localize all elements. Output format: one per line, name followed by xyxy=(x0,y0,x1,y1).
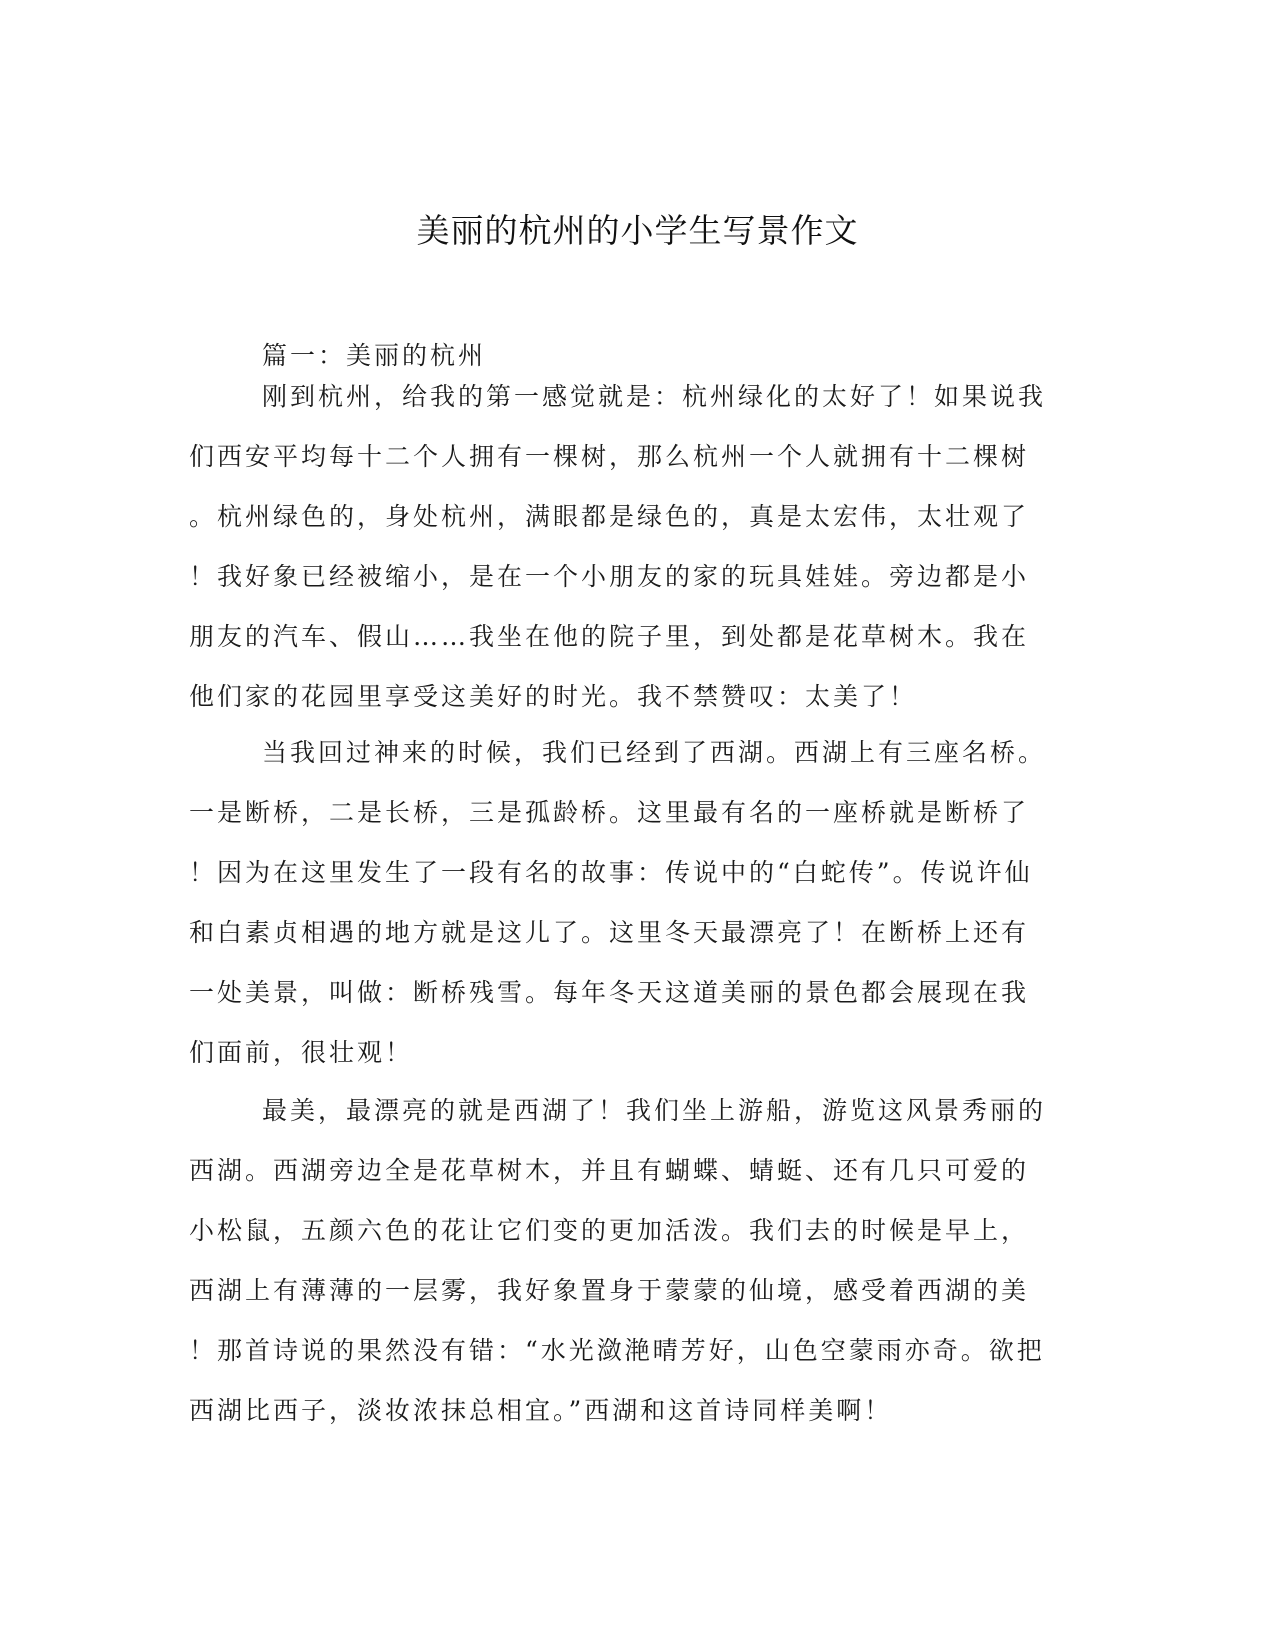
paragraph-line: ！我好象已经被缩小，是在一个小朋友的家的玩具娃娃。旁边都是小 xyxy=(189,562,1030,591)
paragraph-line: 他们家的花园里享受这美好的时光。我不禁赞叹：太美了！ xyxy=(189,682,918,711)
paragraph-line: ！那首诗说的果然没有错：“水光潋滟晴芳好，山色空蒙雨亦奇。欲把 xyxy=(189,1336,1045,1365)
document-title: 美丽的杭州的小学生写景作文 xyxy=(416,211,859,250)
paragraph-line: 当我回过神来的时候，我们已经到了西湖。西湖上有三座名桥。 xyxy=(262,738,1047,767)
paragraph-line: 朋友的汽车、假山……我坐在他的院子里，到处都是花草树木。我在 xyxy=(189,622,1030,651)
paragraph-line: 西湖上有薄薄的一层雾，我好象置身于蒙蒙的仙境，感受着西湖的美 xyxy=(189,1276,1030,1305)
paragraph-line: ！因为在这里发生了一段有名的故事：传说中的“白蛇传”。传说许仙 xyxy=(189,858,1033,887)
paragraph-line: 西湖。西湖旁边全是花草树木，并且有蝴蝶、蜻蜓、还有几只可爱的 xyxy=(189,1156,1030,1185)
paragraph-line: 一处美景，叫做：断桥残雪。每年冬天这道美丽的景色都会展现在我 xyxy=(189,978,1030,1007)
paragraph-line: 小松鼠，五颜六色的花让它们变的更加活泼。我们去的时候是早上， xyxy=(189,1216,1030,1245)
paragraph-line: 。杭州绿色的，身处杭州，满眼都是绿色的，真是太宏伟，太壮观了 xyxy=(189,502,1030,531)
paragraph-line: 和白素贞相遇的地方就是这儿了。这里冬天最漂亮了！在断桥上还有 xyxy=(189,918,1030,947)
paragraph-line: 一是断桥，二是长桥，三是孤龄桥。这里最有名的一座桥就是断桥了 xyxy=(189,798,1030,827)
paragraph-line: 最美，最漂亮的就是西湖了！我们坐上游船，游览这风景秀丽的 xyxy=(262,1096,1047,1125)
paragraph-line: 西湖比西子，淡妆浓抹总相宜。”西湖和这首诗同样美啊！ xyxy=(189,1396,893,1425)
paragraph-line: 们面前，很壮观！ xyxy=(189,1038,414,1067)
paragraph-line: 们西安平均每十二个人拥有一棵树，那么杭州一个人就拥有十二棵树 xyxy=(189,442,1030,471)
section-heading: 篇一：美丽的杭州 xyxy=(262,341,487,370)
paragraph-line: 刚到杭州，给我的第一感觉就是：杭州绿化的太好了！如果说我 xyxy=(262,382,1047,411)
